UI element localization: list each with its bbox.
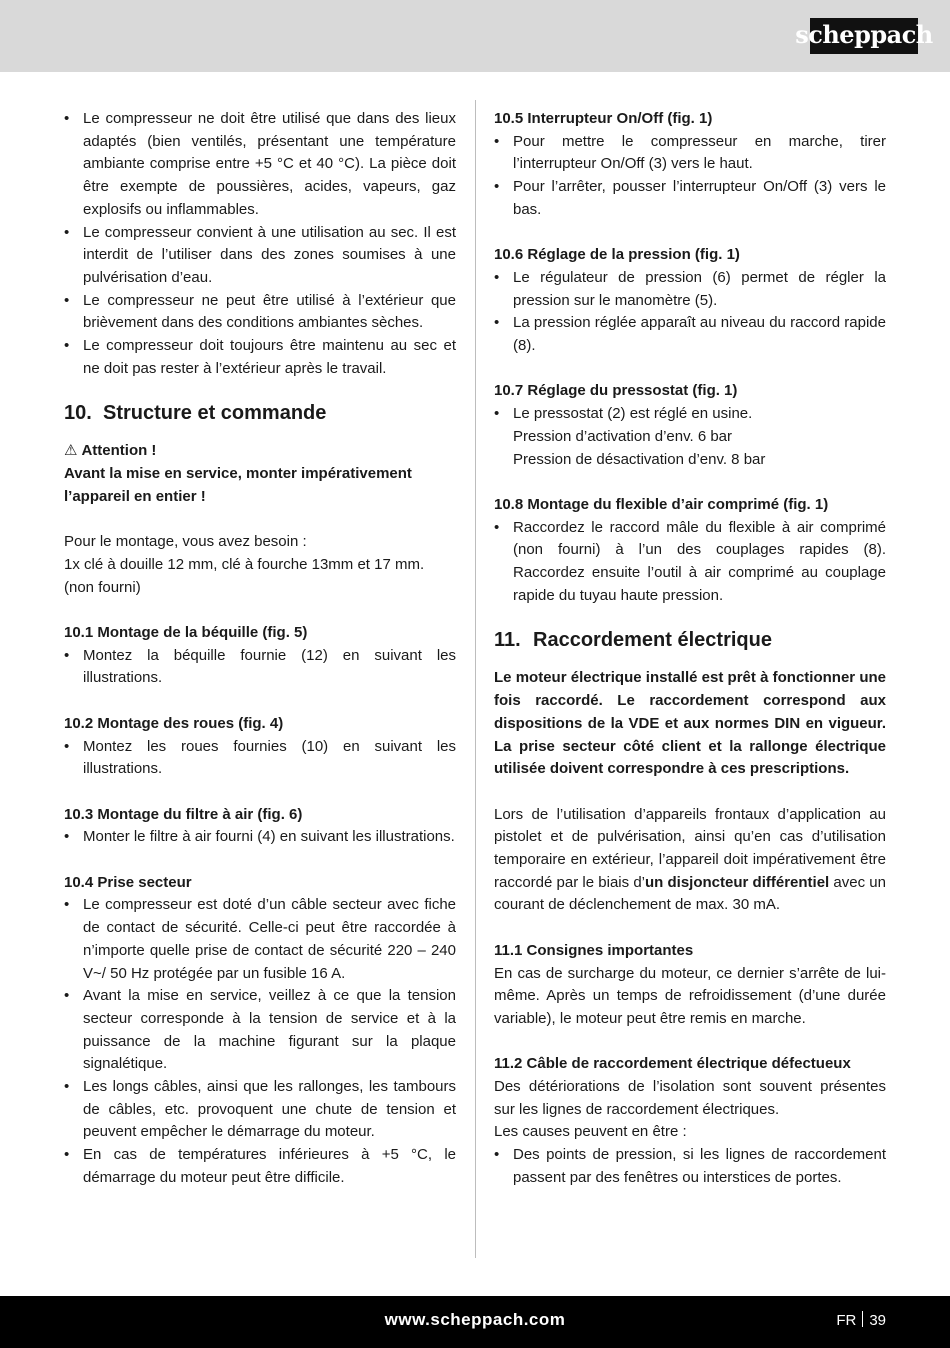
bullet-list [494,267,886,358]
attention-message: Avant la mise en service, monter impérativement l’appareil en entier ! [64,465,412,505]
header-bar [0,0,950,72]
subsection-11-2-text: Des détériorations de l’isolation sont souvent présentes sur les lignes de raccordement électriques. [494,1078,886,1118]
list-item: • Le compresseur doit toujours être maintenu au sec et ne doit pas rester à l’extérieur après le travail. [64,335,456,380]
bullet-list [494,131,886,222]
section-10-heading [64,400,456,426]
section-title: Structure et commande [103,402,327,425]
montage-intro: Pour le montage, vous avez besoin : [64,533,307,551]
electrical-requirements-paragraph: Le moteur électrique installé est prêt à fonctionner une fois raccordé. Le raccordement correspond aux dispositions de la VDE et aux normes DIN en vigueur. La prise secteur côté client et la rallonge électrique utilisée doivent correspondre à ces prescriptions. [494,669,886,778]
bullet-list [494,517,886,608]
rcd-text-end: avec un courant de déclenchement de max. 30 mA. [494,873,886,914]
intro-bullet-list [64,108,456,380]
list-item: • Le compresseur convient à une utilisation au sec. Il est interdit de l’utiliser dans des zones soumises à une pulvérisation d’eau. [64,222,456,290]
section-number: 10. [64,402,92,425]
list-item: • Pour l’arrêter, pousser l’interrupteur On/Off (3) vers le bas. [494,176,886,221]
rcd-paragraph [494,804,886,918]
list-item [494,403,886,471]
website-link[interactable]: www.scheppach.com [384,1310,566,1329]
list-item: • Le régulateur de pression (6) permet de régler la pression sur le manomètre (5). [494,267,886,312]
bullet-list [64,736,456,781]
list-item: • La pression réglée apparaît au niveau du raccord rapide (8). [494,312,886,357]
activation-pressure: Pression d’activation d’env. 6 bar [513,427,733,445]
language-code: FR [836,1312,857,1329]
section-11-heading [494,627,886,653]
right-column [494,108,886,1190]
list-item: • Avant la mise en service, veillez à ce que la tension secteur corresponde à la tension de service et à la puissance de la machine figurant sur la plaque signalétique. [64,985,456,1076]
subsection-10-8-title: 10.8 Montage du flexible d’air comprimé (fig. 1) [494,495,829,513]
rcd-text-bold: un disjoncteur différentiel [645,873,830,891]
list-item: • Le compresseur ne doit être utilisé que dans des lieux adaptés (bien ventilés, présentant une température ambiante comprise entre +5 °C et 40 °C). La pièce doit être exempte de poussières, acides, vapeurs, gaz explosifs ou inflammables. [64,108,456,222]
separator [862,1311,863,1327]
page-indicator [836,1311,886,1329]
footer-bar [0,1296,950,1348]
list-item: • Montez la béquille fournie (12) en suivant les illustrations. [64,645,456,690]
causes-intro: Les causes peuvent en être : [494,1123,687,1141]
column-divider [475,100,476,1258]
subsection-10-1-title: 10.1 Montage de la béquille (fig. 5) [64,624,308,642]
rcd-text-start: Lors de l’utilisation d’appareils frontaux d’application au pistolet et de pulvérisation, ainsi qu’en cas d’utilisation temporaire en extérieur, l’appareil doit impérativement être raccordé par le biais d’ [494,805,886,891]
list-item: • Raccordez le raccord mâle du flexible à air comprimé (non fourni) à l’un des couplages rapides (8). Raccordez ensuite l’outil à air comprimé au couplage rapide du tuyau haute pression. [494,517,886,608]
pressostat-factory-setting: • Le pressostat (2) est réglé en usine. [513,405,753,423]
subsection-10-2-title: 10.2 Montage des roues (fig. 4) [64,714,284,732]
bullet-list [64,894,456,1189]
list-item: • Les longs câbles, ainsi que les rallonges, les tambours de câbles, etc. provoquent une chute de tension et peuvent empêcher le démarrage du moteur. [64,1076,456,1144]
subsection-10-5-title: 10.5 Interrupteur On/Off (fig. 1) [494,110,713,127]
bullet-list [64,645,456,690]
deactivation-pressure: Pression de désactivation d’env. 8 bar [513,450,766,468]
section-title: Raccordement électrique [533,629,772,652]
subsection-11-1-text: En cas de surcharge du moteur, ce dernier s’arrête de lui-même. Après un temps de refroidissement (d’une durée variable), le moteur peut être remis en marche. [494,964,886,1027]
list-item: • Des points de pression, si les lignes de raccordement passent par des fenêtres ou interstices de portes. [494,1144,886,1189]
subsection-10-7-title: 10.7 Réglage du pressostat (fig. 1) [494,382,738,400]
list-item: • Montez les roues fournies (10) en suivant les illustrations. [64,736,456,781]
subsection-11-1-title: 11.1 Consignes importantes [494,941,694,959]
subsection-11-2-title: 11.2 Câble de raccordement électrique défectueux [494,1055,851,1073]
bullet-list [494,1144,886,1189]
page-number: 39 [869,1312,886,1329]
list-item: • Pour mettre le compresseur en marche, tirer l’interrupteur On/Off (3) vers le haut. [494,131,886,176]
subsection-10-6-title: 10.6 Réglage de la pression (fig. 1) [494,246,740,264]
list-item: • Le compresseur est doté d’un câble secteur avec fiche de contact de sécurité. Celle-ci peut être raccordée à n’importe quelle prise de contact de sécurité 220 – 240 V~/ 50 Hz protégée par un fusible 16 A. [64,894,456,985]
bullet-list [64,826,456,849]
scheppach-logo: scheppach [810,18,918,54]
attention-label [64,440,456,463]
attention-text: Attention ! [81,442,157,460]
subsection-10-3-title: 10.3 Montage du filtre à air (fig. 6) [64,805,303,823]
warning-triangle-icon: ⚠ [64,442,78,460]
montage-tools: 1x clé à douille 12 mm, clé à fourche 13mm et 17 mm. (non fourni) [64,555,425,596]
list-item: • En cas de températures inférieures à +5 °C, le démarrage du moteur peut être difficile. [64,1144,456,1189]
bullet-list [494,403,886,471]
list-item: • Monter le filtre à air fourni (4) en suivant les illustrations. [64,826,456,849]
subsection-10-4-title: 10.4 Prise secteur [64,873,192,891]
section-number: 11. [494,629,521,652]
list-item: • Le compresseur ne peut être utilisé à l’extérieur que brièvement dans des conditions ambiantes sèches. [64,290,456,335]
left-column [64,108,456,1190]
